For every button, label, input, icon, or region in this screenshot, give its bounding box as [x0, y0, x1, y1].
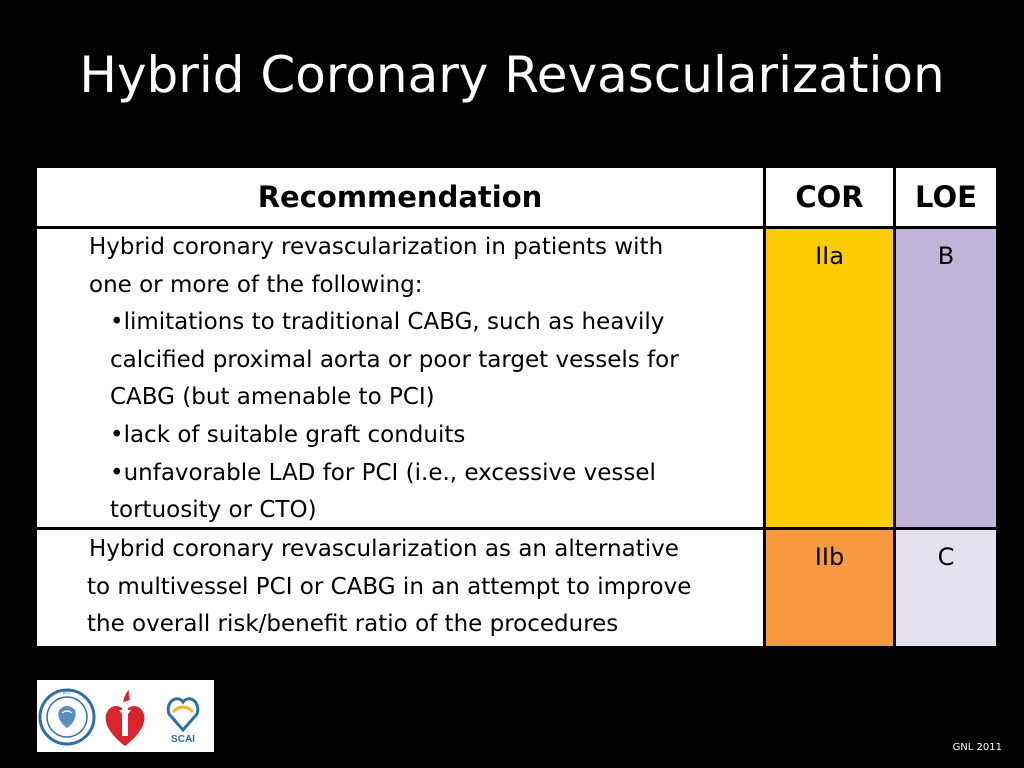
- bullet-line: •limitations to traditional CABG, such as heavily: [110, 309, 665, 336]
- recommendation-text: Hybrid coronary revascularization as an alternative: [89, 536, 679, 562]
- header-loe: LOE: [896, 168, 996, 226]
- list-item: [110, 417, 755, 455]
- bullet-line: tortuosity or CTO): [110, 497, 317, 524]
- header-recommendation: Recommendation: [37, 168, 763, 226]
- bullet-line: CABG (but amenable to PCI): [110, 384, 435, 411]
- footer-credit: GNL 2011: [952, 742, 1002, 753]
- recommendation-table: [35, 166, 998, 648]
- svg-text:ACC: ACC: [62, 690, 72, 695]
- aha-heart-logo: [106, 690, 145, 746]
- slide-title: Hybrid Coronary Revascularization: [79, 46, 945, 104]
- scai-label: SCAI: [171, 734, 195, 745]
- loe-cell: C: [896, 530, 996, 646]
- bullet-line: •lack of suitable graft conduits: [110, 421, 466, 448]
- header-cor: COR: [766, 168, 893, 226]
- table-row: [37, 229, 763, 527]
- recommendation-text: to multivessel PCI or CABG in an attempt to improve: [87, 573, 692, 600]
- scai-logo: [168, 699, 198, 745]
- sponsor-logos-graphic: [37, 680, 214, 752]
- recommendation-text: one or more of the following:: [89, 271, 423, 298]
- acc-seal-logo: [40, 690, 94, 744]
- bullet-line: calcified proximal aorta or poor target vessels for: [110, 346, 679, 373]
- bullet-line: •unfavorable LAD for PCI (i.e., excessive vessel: [110, 459, 656, 486]
- cor-cell: IIb: [766, 530, 893, 646]
- bullet-list: [89, 304, 755, 530]
- sponsor-logos: [37, 680, 214, 752]
- recommendation-text: the overall risk/benefit ratio of the procedures: [87, 611, 619, 638]
- recommendation-text: Hybrid coronary revascularization in patients with: [89, 234, 664, 260]
- list-item: [110, 455, 755, 530]
- table-row: [37, 530, 763, 646]
- loe-cell: B: [896, 229, 996, 527]
- list-item: [110, 304, 755, 417]
- cor-cell: IIa: [766, 229, 893, 527]
